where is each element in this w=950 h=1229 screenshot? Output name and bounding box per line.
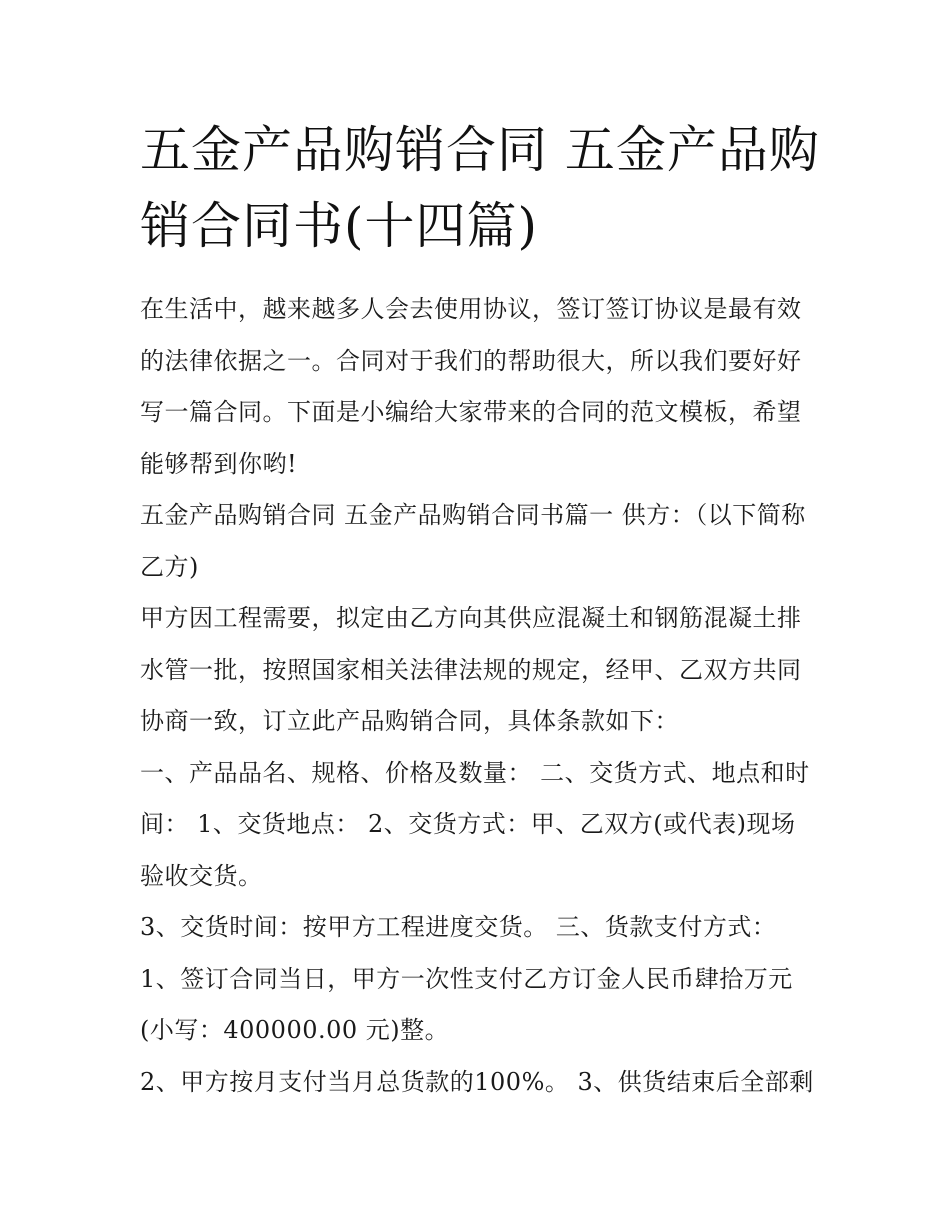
document-body [140, 284, 820, 1108]
document-page [140, 112, 820, 1108]
paragraph-purpose: 甲方因工程需要，拟定由乙方向其供应混凝土和钢筋混凝土排水管一批，按照国家相关法律法规的规定，经甲、乙双方共同协商一致，订立此产品购销合同，具体条款如下： [140, 604, 802, 735]
paragraph-clause-3: 3、交货时间：按甲方工程进度交货。 三、货款支付方式： [140, 913, 777, 941]
paragraph-supplier: 五金产品购销合同 五金产品购销合同书篇一 供方：（以下简称乙方) [140, 501, 806, 581]
document-title: 五金产品购销合同 五金产品购销合同书(十四篇) [140, 121, 820, 255]
paragraph-payment-2: 2、甲方按月支付当月总货款的100%。 3、供货结束后全部剩 [140, 1067, 814, 1096]
paragraph-payment-1: 1、签订合同当日，甲方一次性支付乙方订金人民币肆拾万元(小写：400000.00 元)整。 [140, 964, 793, 1044]
paragraph-intro: 在生活中，越来越多人会去使用协议，签订签订协议是最有效的法律依据之一。合同对于我们的帮助很大，所以我们要好好写一篇合同。下面是小编给大家带来的合同的范文模板，希望能够帮到你哟! [140, 295, 802, 478]
paragraph-clause-1-2: 一、产品品名、规格、价格及数量： 二、交货方式、地点和时间： 1、交货地点： 2、交货方式：甲、乙双方(或代表)现场验收交货。 [140, 758, 810, 890]
